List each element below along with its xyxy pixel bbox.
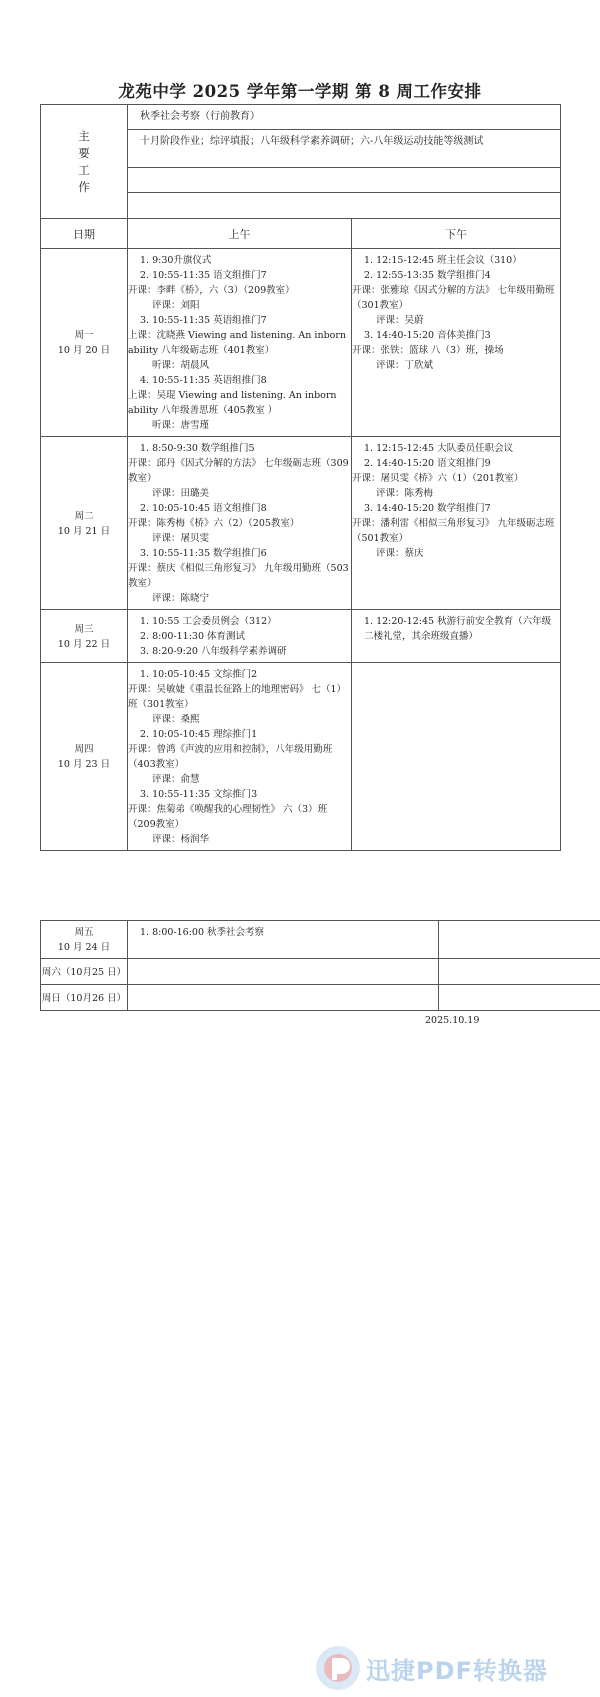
- schedule-item: 1. 10:55 工会委员例会（312）: [140, 616, 277, 627]
- day-label: [41, 985, 128, 1011]
- day-name: 周三: [74, 623, 94, 635]
- day-label: [41, 663, 128, 851]
- day-date: 10 月 21 日: [57, 525, 111, 537]
- am-cell: [128, 985, 439, 1011]
- schedule-item: 开课：焦菊弟《唤醒我的心理韧性》 六（3）班（209教室）: [128, 804, 328, 830]
- header-pm: 下午: [352, 219, 561, 249]
- day-row: [41, 249, 561, 437]
- schedule-table: [40, 104, 561, 851]
- main-work-task-3: [128, 168, 561, 193]
- page-title: 龙苑中学 2025 学年第一学期 第 8 周工作安排: [118, 82, 482, 101]
- day-name: 周六（10月25 日）: [41, 966, 127, 978]
- schedule-item: 2. 12:55-13:35 数学组推门4: [364, 270, 491, 281]
- schedule-item: 开课：张雅琼《因式分解的方法》 七年级用勤班（301教室）: [352, 285, 555, 311]
- schedule-item: 1. 12:15-12:45 班主任会议（310）: [364, 255, 522, 266]
- day-row: [41, 663, 561, 851]
- pm-cell: [439, 985, 600, 1011]
- schedule-item: 1. 12:15-12:45 大队委员任职会议: [364, 443, 514, 454]
- schedule-item: 评课：蔡庆: [376, 548, 424, 559]
- day-row: [41, 610, 561, 663]
- day-date: 10 月 20 日: [57, 345, 111, 356]
- am-cell: [128, 437, 352, 610]
- schedule-item: 评课：田璐美: [152, 488, 210, 499]
- pm-cell: [352, 249, 561, 437]
- schedule-item: 开课：李畔《桥》，六（3）（209教室）: [128, 285, 295, 296]
- schedule-item: 开课：蔡庆《相似三角形复习》 九年级用勤班（503教室）: [128, 563, 349, 589]
- day-name: 周二: [74, 510, 94, 522]
- schedule-item: 评课：杨润华: [152, 834, 210, 845]
- schedule-item: 1. 12:20-12:45 秋游行前安全教育（六年级二楼礼堂，其余班级直播）: [364, 616, 552, 642]
- watermark-text: 迅捷PDF转换器: [366, 1657, 548, 1685]
- schedule-item: 1. 10:05-10:45 文综推门2: [140, 669, 258, 680]
- day-name: 周四: [74, 744, 94, 755]
- pm-cell: [352, 437, 561, 610]
- header-date: 日期: [41, 219, 128, 249]
- schedule-table-continued: [40, 920, 600, 1011]
- am-cell: [128, 610, 352, 663]
- schedule-item: 评课：陈秀梅: [376, 488, 434, 499]
- schedule-item: 2. 10:55-11:35 语文组推门7: [140, 270, 267, 281]
- schedule-item: 开课：潘利雷《相似三角形复习》 九年级砺志班（501教室）: [352, 518, 555, 544]
- main-work-task-4: [128, 193, 561, 219]
- schedule-item: 开课：张铁：篮球 八（3）班，操场: [352, 345, 504, 356]
- schedule-item: 评课：屠贝雯: [152, 533, 210, 544]
- am-cell: [128, 249, 352, 437]
- day-row: [41, 959, 600, 985]
- pm-cell: [439, 959, 600, 985]
- schedule-item: 开课：吴敏婕《重温长征路上的地理密码》 七（1）班（301教室）: [128, 684, 347, 710]
- schedule-item: 1. 8:00-16:00 秋季社会考察: [140, 927, 265, 938]
- schedule-item: 3. 10:55-11:35 数学组推门6: [140, 548, 267, 559]
- main-work-task-1: 秋季社会考察（行前教育）: [128, 105, 561, 130]
- schedule-item: 3. 8:20-9:20 八年级科学素养调研: [140, 646, 287, 657]
- day-label: [41, 921, 128, 959]
- day-label: [41, 437, 128, 610]
- schedule-item: 上课：沈晓燕 Viewing and listening. An inborn ability 八年级砺志班（401教室）: [128, 330, 347, 356]
- pm-cell: [439, 921, 600, 959]
- day-label: [41, 610, 128, 663]
- day-label: [41, 249, 128, 437]
- day-row: [41, 921, 600, 959]
- footer-date: 2025.10.19: [425, 1015, 480, 1026]
- schedule-item: 4. 10:55-11:35 英语组推门8: [140, 375, 267, 386]
- pm-cell: [352, 663, 561, 851]
- day-date: 10 月 24 日: [57, 942, 111, 953]
- day-row: [41, 437, 561, 610]
- schedule-item: 1. 8:50-9:30 数学组推门5: [140, 443, 255, 454]
- schedule-item: 评课：桑熙: [152, 714, 200, 725]
- day-date: 10 月 23 日: [57, 759, 111, 770]
- schedule-item: 开课：陈秀梅《桥》六（2）（205教室）: [128, 518, 300, 529]
- schedule-item: 评课：陈晓宁: [152, 593, 210, 604]
- day-row: [41, 985, 600, 1011]
- schedule-item: 上课：吴琨 Viewing and listening. An inborn ability 八年级善思班（405教室 ）: [128, 390, 337, 416]
- day-label: [41, 959, 128, 985]
- am-cell: [128, 663, 352, 851]
- day-name: 周日（10月26 日）: [41, 992, 127, 1004]
- schedule-item: 2. 14:40-15:20 语文组推门9: [364, 458, 491, 469]
- schedule-item: 3. 14:40-15:20 数学组推门7: [364, 503, 491, 514]
- schedule-item: 开课：邱丹《因式分解的方法》 七年级砺志班（309教室）: [128, 458, 349, 484]
- schedule-item: 3. 14:40-15:20 音体美推门3: [364, 330, 491, 341]
- pm-cell: [352, 610, 561, 663]
- schedule-item: 评课：刘阳: [152, 300, 200, 311]
- schedule-item: 开课：屠贝雯《桥》六（1）（201教室）: [352, 473, 524, 484]
- schedule-item: 评课：丁欣斌: [376, 360, 434, 371]
- main-work-label: 主 要 工 作: [41, 105, 128, 219]
- day-name: 周五: [74, 927, 94, 938]
- schedule-item: 评课：吴蔚: [376, 315, 424, 326]
- schedule-item: 2. 10:05-10:45 理综推门1: [140, 729, 258, 740]
- schedule-item: 评课：俞慧: [152, 774, 200, 785]
- schedule-item: 听课：胡晨风: [152, 360, 210, 371]
- am-cell: [128, 921, 439, 959]
- schedule-item: 听课：唐雪瑾: [152, 420, 210, 431]
- main-work-task-2: 十月阶段作业；综评填报；八年级科学素养调研；六-八年级运动技能等级测试: [128, 130, 561, 168]
- schedule-item: 3. 10:55-11:35 英语组推门7: [140, 315, 267, 326]
- schedule-item: 开课：曾鸿《声波的应用和控制》，八年级用勤班（403教室）: [128, 744, 333, 770]
- day-name: 周一: [74, 330, 94, 341]
- schedule-item: 1. 9:30升旗仪式: [140, 255, 212, 266]
- schedule-item: 3. 10:55-11:35 文综推门3: [140, 789, 258, 800]
- schedule-item: 2. 8:00-11:30 体育测试: [140, 631, 246, 642]
- schedule-item: 2. 10:05-10:45 语文组推门8: [140, 503, 267, 514]
- am-cell: [128, 959, 439, 985]
- day-date: 10 月 22 日: [57, 638, 111, 650]
- header-am: 上午: [128, 219, 352, 249]
